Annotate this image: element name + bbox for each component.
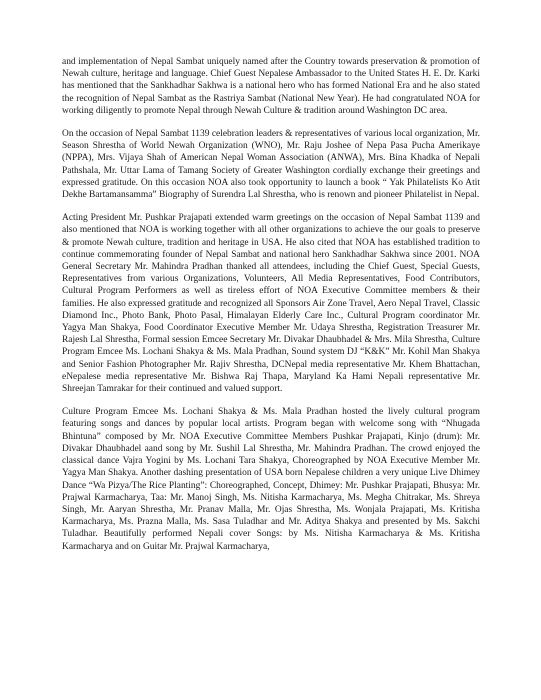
document-page [62, 56, 480, 564]
paragraph-acting-president: Acting President Mr. Pushkar Prajapati extended warm greetings on the occasion of Nepal Sambat 1139 and also mentioned that NOA is working together with all other organizations to achieve the our goals to preserve & promote Newah culture, tradition and heritage in USA. He also cited that NOA has established tradition to continue commemorating founder of Nepal Sambat and national hero Sankhadhar Sakhwa since 2001. NOA General Secretary Mr. Mahindra Pradhan thanked all attendees, including the Chief Guest, Special Guests, Representatives from various Organizations, Volunteers, All Media Representatives, Food Contributors, Cultural Program Performers as well as tireless effort of NOA Executive Committee members & their families. He also expressed gratitude and recognized all Sponsors Air Zone Travel, Aero Nepal Travel, Classic Diamond Inc., Photo Bank, Photo Pasal, Himalayan Elderly Care Inc., Cultural Program coordinator Mr. Yagya Man Shakya, Food Coordinator Executive Member Mr. Udaya Shrestha, Registration Treasurer Mr. Rajesh Lal Shrestha, Formal session Emcee Secretary Mr. Divakar Dhaubhadel & Mrs. Mila Shrestha, Culture Program Emcee Ms. Lochani Shakya & Ms. Mala Pradhan, Sound system DJ “K&K” Mr. Kohil Man Shakya and Senior Fashion Photographer Mr. Rajiv Shrestha, DCNepal media representative Mr. Khem Bhattachan, eNepalese media representative Mr. Bishwa Raj Thapa, Maryland Ka Hami Nepali representative Mr. Shreejan Tamrakar for their continued and valued support. [62, 213, 480, 395]
paragraph-culture-program: Culture Program Emcee Ms. Lochani Shakya & Ms. Mala Pradhan hosted the lively cultural program featuring songs and dances by popular local artists. Program began with welcome song with “Nhugada Bhintuna” composed by Mr. NOA Executive Committee Members Pushkar Prajapati, Kinjo (drum): Mr. Divakar Dhaubhadel aand song by Mr. Sushil Lal Shrestha, Mr. Mahindra Pradhan. The crowd enjoyed the classical dance Vajra Yogini by Ms. Lochani Tara Shakya, Choreographed by NOA Executive Member Mr. Yagya Man Shakya. Another dashing presentation of USA born Nepalese children a very unique Live Dhimey Dance “Wa Pizya/The Rice Planting”: Choreographed, Concept, Dhimey: Mr. Pushkar Prajapati, Bhusya: Mr. Prajwal Karmacharya, Taa: Mr. Manoj Singh, Ms. Nitisha Karmacharya, Ms. Megha Chitrakar, Ms. Shreya Singh, Mr. Aaryan Shrestha, Mr. Pranav Malla, Mr. Ojas Shrestha, Ms. Wonjala Prajapati, Ms. Kritisha Karmacharya, Ms. Prazna Malla, Ms. Sasa Tuladhar and Mr. Aditya Shakya and presented by Ms. Sakchi Tuladhar. Beautifully performed Nepali cover Songs: by Ms. Nitisha Karmacharya & Ms. Kritisha Karmacharya and on Guitar Mr. Prajwal Karmacharya, [62, 407, 480, 552]
paragraph-nepal-sambat-intro: and implementation of Nepal Sambat uniquely named after the Country towards preservation & promotion of Newah culture, heritage and language. Chief Guest Nepalese Ambassador to the United States H. E. Dr. Karki has mentioned that the Sankhadhar Sakhwa is a national hero who has formed National Era and he also stated the recognition of Nepal Sambat as the Rastriya Sambat (National New Year). He had congratulated NOA for working diligently to promote Nepal through Newah Culture & tradition around Washington DC area. [62, 57, 480, 116]
paragraph-celebration-leaders: On the occasion of Nepal Sambat 1139 celebration leaders & representatives of various local organization, Mr. Season Shrestha of World Newah Organization (WNO), Mr. Raju Joshee of Nepa Pasa Pucha Amerikaye (NPPA), Mrs. Vijaya Shah of American Nepal Woman Association (ANWA), Mrs. Bina Khadka of Nepali Pathshala, Mr. Uttar Lama of Tamang Society of Greater Washington cordially exchange their greetings and expressed gratitude. On this occasion NOA also took opportunity to launch a book “ Yak Philatelists Ko Atit Dekhe Bartamansamma” Biography of Surendra Lal Shrestha, who is renown and pioneer Philatelist in Nepal. [62, 129, 480, 201]
